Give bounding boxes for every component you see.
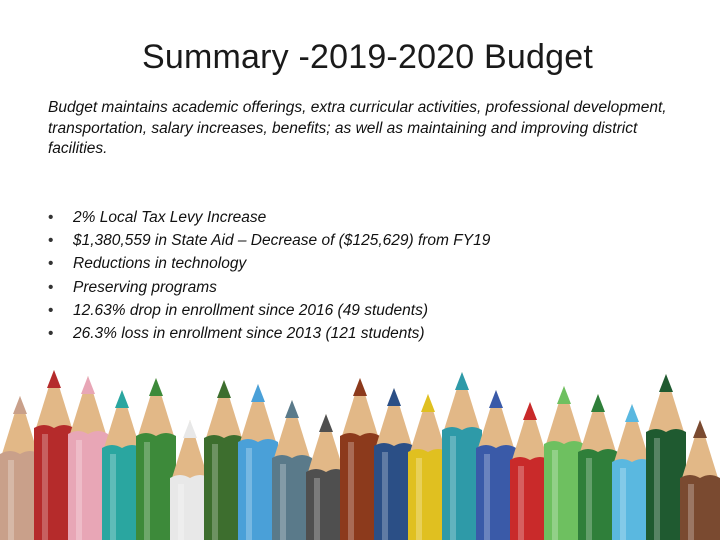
bullet-icon: • bbox=[48, 301, 54, 319]
bullet-text: 2% Local Tax Levy Increase bbox=[73, 209, 267, 226]
colored-pencils-image bbox=[0, 360, 720, 540]
list-item bbox=[48, 206, 490, 229]
bullet-list bbox=[48, 206, 490, 345]
bullet-text: Preserving programs bbox=[73, 278, 217, 296]
list-item bbox=[48, 276, 490, 299]
bullet-text: $1,380,559 in State Aid – Decrease of ($125,629) from FY19 bbox=[73, 232, 491, 250]
slide-title: Summary -2019-2020 Budget bbox=[141, 38, 594, 76]
bullet-text: 26.3% loss in enrollment since 2013 (121 students) bbox=[73, 325, 425, 343]
bullet-icon: • bbox=[48, 278, 54, 296]
bullet-icon: • bbox=[48, 209, 54, 226]
list-item bbox=[48, 252, 490, 275]
list-item bbox=[48, 322, 490, 345]
list-item bbox=[48, 299, 490, 322]
bullet-icon: • bbox=[48, 232, 54, 250]
bullet-text: 12.63% drop in enrollment since 2016 (49 students) bbox=[73, 301, 428, 319]
intro-paragraph: Budget maintains academic offerings, extra curricular activities, professional development, transportation, salary increases, benefits; as well as maintaining and improving district facilities. bbox=[48, 99, 667, 157]
bullet-icon: • bbox=[48, 325, 54, 343]
list-item bbox=[48, 229, 490, 252]
bullet-icon: • bbox=[48, 255, 54, 273]
bullet-text: Reductions in technology bbox=[73, 255, 247, 273]
